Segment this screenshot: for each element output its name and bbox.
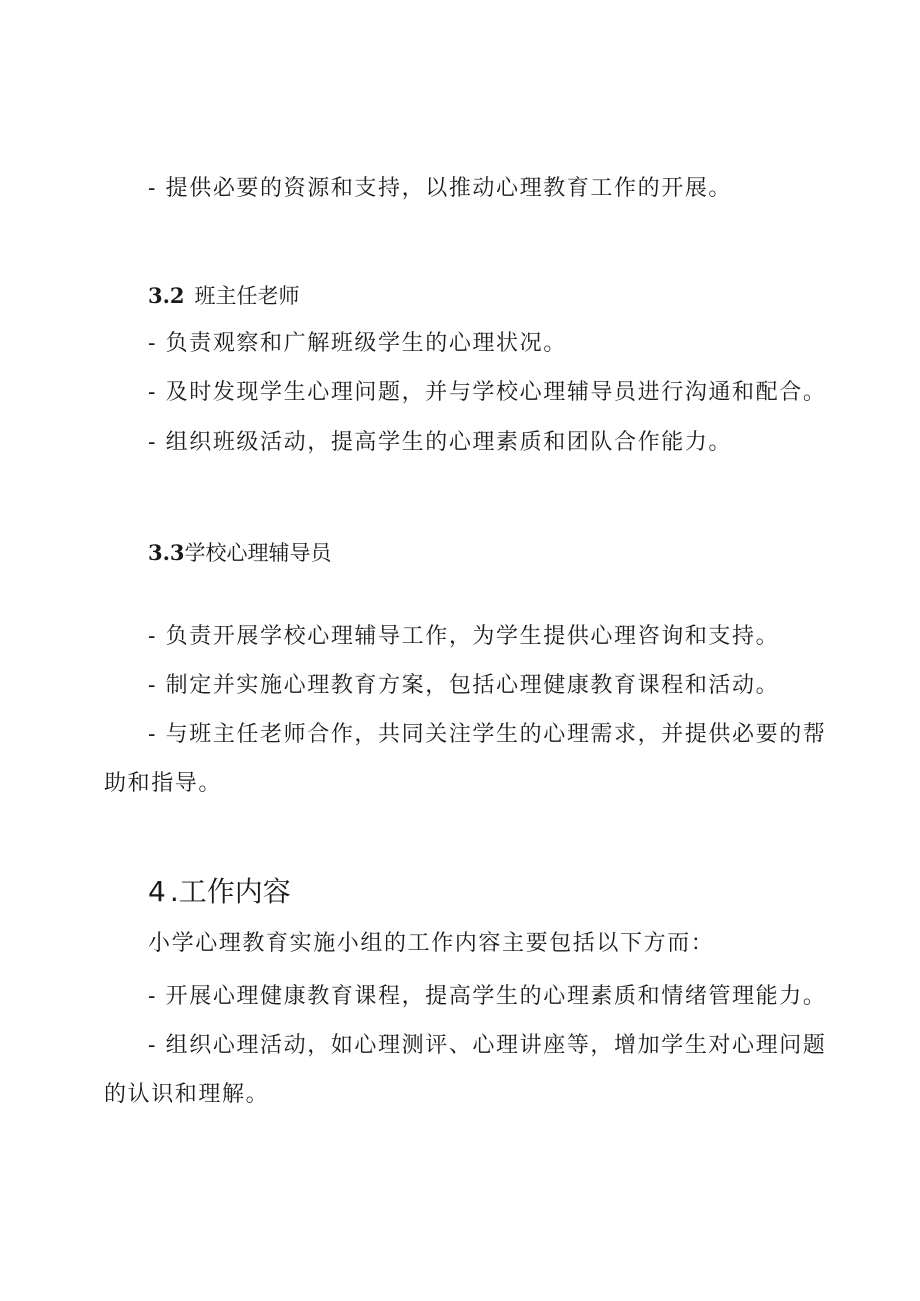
list-item: - 组织心理活动，如心理测评、心理讲座等，增加学生对心理问题 [148,1033,827,1058]
section-3-3-heading [148,538,332,568]
list-item: - 组织班级活动，提高学生的心理素质和团队合作能力。 [148,430,733,455]
list-item: - 及时发现学生心理问题，并与学校心理辅导员进行沟通和配合。 [148,380,827,405]
section-title: .工作内容 [169,875,291,908]
list-item-continuation: 的认识和理解。 [104,1082,270,1107]
list-item: - 与班主任老师合作，共同关注学生的心理需求，并提供必要的帮 [148,722,827,747]
list-item: - 负责观察和广解班级学生的心理状况。 [148,331,567,356]
section-title: 学校心理辅导员 [184,541,332,565]
intro-bullet: - 提供必要的资源和支持，以推动心理教育工作的开展。 [148,176,733,201]
section-number: 3.2 [148,283,185,308]
list-item: - 开展心理健康教育课程，提高学生的心理素质和情绪管理能力。 [148,984,827,1009]
list-item: - 制定并实施心理教育方案，包括心理健康教育课程和活动。 [148,673,780,698]
section-3-2-heading [148,281,300,311]
list-item-continuation: 助和指导。 [104,771,223,796]
section-4-intro: 小学心理教育实施小组的工作内容主要包括以下方而： [148,931,715,956]
list-item: - 负责开展学校心理辅导工作，为学生提供心理咨询和支持。 [148,624,780,649]
section-4-heading [148,874,291,910]
section-title: 班主任老师 [194,284,300,308]
section-number: 4 [148,875,166,908]
section-number: 3.3 [148,540,185,565]
